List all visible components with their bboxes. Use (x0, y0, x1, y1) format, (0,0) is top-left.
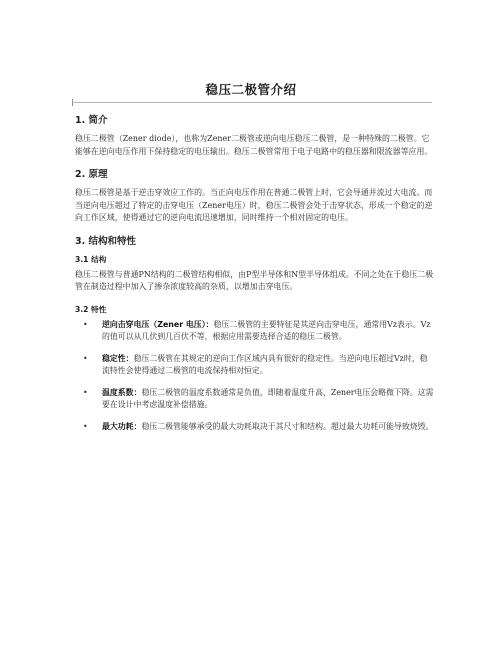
list-item-text: 稳压二极管能够承受的最大功耗取决于其尺寸和结构。超过最大功耗可能导致烧毁。 (141, 421, 434, 431)
subsection-structure (75, 254, 435, 294)
section-heading: 3. 结构和特性 (75, 235, 137, 247)
section-paragraph: 稳压二极管是基于逆击穿效应工作的。当正向电压作用在普通二极管上时，它会导通并流过大电流。而当逆向电压超过了特定的击穿电压（Zener电压）时，稳压二极管会处于击穿状态，形成一个稳定的逆向工作区域，使得通过它的逆向电流迅速增加，同时维持一个相对固定的电压。 (75, 188, 433, 222)
bullet-icon: • (83, 353, 88, 363)
list-item-term: 最大功耗： (102, 421, 142, 431)
subsection-characteristics (75, 304, 435, 434)
list-item-text: 稳压二极管在其规定的逆向工作区域内具有很好的稳定性。当逆向电压超过Vz时，稳流特性会使得通过二极管的电流保持相对恒定。 (102, 353, 428, 375)
subsection-heading: 3.1 结构 (75, 254, 107, 264)
document-body (75, 114, 435, 442)
list-item (75, 353, 435, 378)
list-item-text: 稳压二极管的温度系数通常是负值，即随着温度升高，Zener电压会略微下降。这需要在设计中考虑温度补偿措施。 (102, 387, 434, 409)
list-item (75, 319, 435, 344)
bullet-icon: • (83, 387, 88, 397)
section-paragraph: 稳压二极管（Zener diode），也称为Zener二极管或逆向电压稳压二极管，是一种特殊的二极管。它能够在逆向电压作用下保持稳定的电压输出。稳压二极管常用于电子电路中的稳压器和限流器等应用。 (75, 134, 433, 156)
list-item-term: 逆向击穿电压（Zener 电压）： (102, 319, 214, 329)
bullet-icon: • (83, 421, 88, 431)
characteristics-list (75, 319, 435, 434)
section-heading: 1. 简介 (75, 115, 108, 126)
list-item (75, 421, 435, 434)
header-divider (72, 102, 432, 103)
list-item-term: 温度系数： (102, 387, 142, 397)
section-structure (75, 235, 435, 434)
list-item-term: 稳定性： (102, 353, 134, 363)
list-item-text: 稳压二极管的主要特征是其逆向击穿电压，通常用Vz表示。Vz的值可以从几伏到几百伏不等，根据应用需要选择合适的稳压二极管。 (102, 319, 431, 341)
document-title: 稳压二极管介绍 (205, 82, 297, 97)
bullet-icon: • (83, 319, 88, 329)
list-item (75, 387, 435, 412)
section-intro (75, 114, 435, 158)
section-heading: 2. 原理 (75, 169, 108, 180)
subsection-paragraph: 稳压二极管与普通PN结构的二极管结构相似，由P型半导体和N型半导体组成。不同之处在于稳压二极管在制造过程中加入了掺杂浓度较高的杂质，以增加击穿电压。 (75, 269, 434, 291)
subsection-heading: 3.2 特性 (75, 304, 107, 314)
section-principle (75, 168, 435, 225)
